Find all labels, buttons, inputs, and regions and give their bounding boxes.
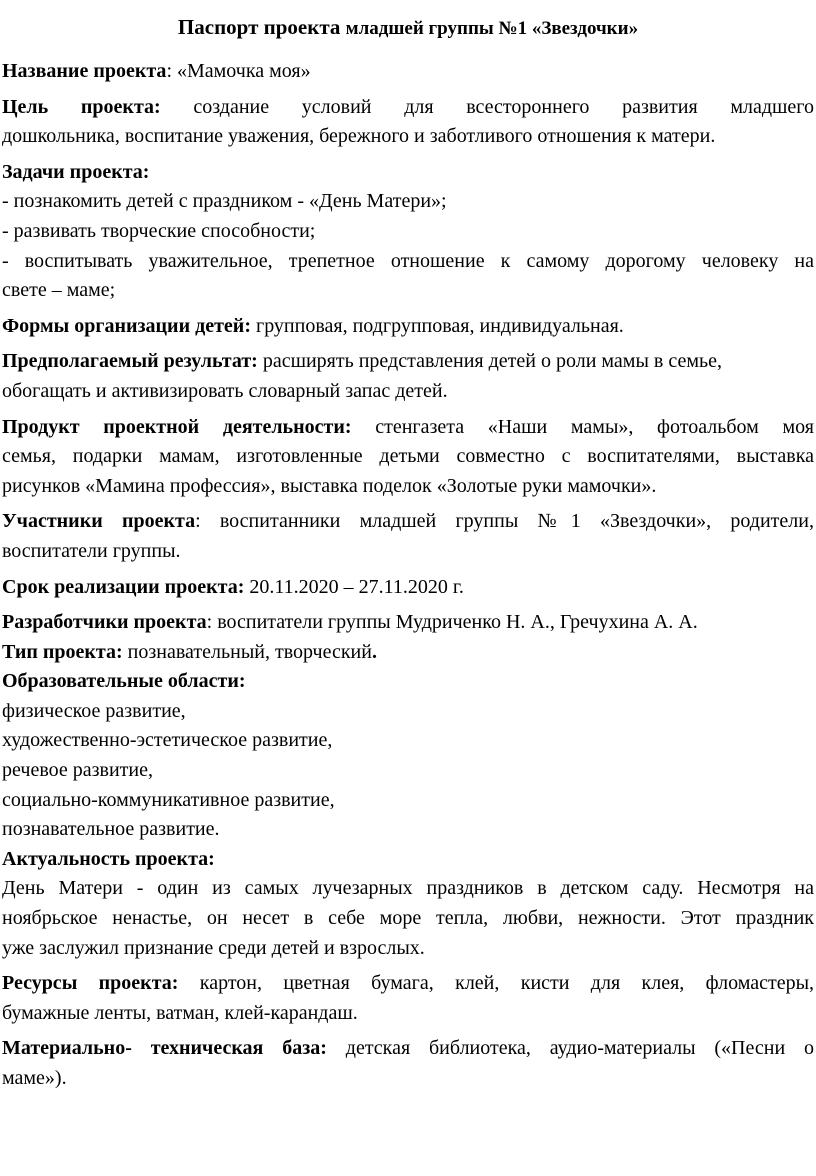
base-line1: детская библиотека, аудио-материалы («Песни о	[345, 1037, 814, 1060]
product-line2: семья, подарки мамам, изготовленные детьми совместно с воспитателями, выставка	[2, 445, 814, 468]
participants-label: Участники проекта	[2, 510, 196, 533]
area-item	[2, 756, 814, 786]
title-main: Паспорт проекта	[177, 15, 341, 39]
areas-heading	[2, 667, 814, 697]
project-product	[2, 413, 814, 443]
project-name-value: : «Мамочка моя»	[166, 60, 311, 82]
expected-result	[2, 347, 814, 377]
area-item-text: социально-коммуникативное развитие,	[2, 788, 335, 811]
resources-line2: бумажные ленты, ватман, клей-карандаш.	[2, 1001, 358, 1024]
org-forms	[2, 312, 814, 342]
resources-label: Ресурсы проекта:	[2, 972, 179, 995]
relevance-text	[2, 934, 814, 964]
page-title	[2, 12, 814, 44]
type-label: Тип проекта:	[2, 640, 123, 663]
project-name	[2, 57, 814, 87]
term-label: Срок реализации проекта:	[2, 575, 245, 598]
goal-line1: создание условий для всестороннего развития младшего	[193, 95, 814, 118]
product-line1: стенгазета «Наши мамы», фотоальбом моя	[375, 415, 814, 438]
project-resources	[2, 969, 814, 999]
product-line3: рисунков «Мамина профессия», выставка поделок «Золотые руки мамочки».	[2, 474, 657, 497]
tasks-heading	[2, 158, 814, 188]
resources-continuation	[2, 999, 814, 1029]
area-item-text: речевое развитие,	[2, 759, 153, 782]
base-label: Материально- техническая база:	[2, 1037, 327, 1060]
relevance-text	[2, 904, 814, 934]
developers-label: Разработчики проекта	[2, 611, 207, 634]
result-line1: расширять представления детей о роли мамы в семье,	[262, 350, 722, 373]
task-item-text: - воспитывать уважительное, трепетное отношение к самому дорогому человеку на	[2, 249, 814, 272]
forms-value: групповая, подгрупповая, индивидуальная.	[255, 314, 624, 337]
term-value: 20.11.2020 – 27.11.2020 г.	[249, 575, 464, 598]
area-item	[2, 697, 814, 727]
product-continuation	[2, 472, 814, 502]
goal-line2: дошкольника, воспитание уважения, бережного и заботливого отношения к матери.	[2, 125, 716, 148]
relevance-line3: уже заслужил признание среди детей и взрослых.	[2, 936, 425, 959]
result-label: Предполагаемый результат:	[2, 350, 258, 373]
product-label: Продукт проектной деятельности:	[2, 415, 352, 438]
project-term	[2, 573, 814, 603]
relevance-text	[2, 874, 814, 904]
result-line2: обогащать и активизировать словарный запас детей.	[2, 379, 448, 402]
project-participants	[2, 507, 814, 537]
relevance-heading	[2, 845, 814, 875]
area-item	[2, 786, 814, 816]
project-type	[2, 638, 814, 668]
participants-line1: : воспитанники младшей группы №1 «Звездочки», родители,	[195, 510, 814, 533]
technical-base	[2, 1034, 814, 1064]
area-item-text: физическое развитие,	[2, 699, 186, 722]
task-item	[2, 247, 814, 277]
relevance-label: Актуальность проекта:	[2, 847, 215, 870]
task-item-text: - развивать творческие способности;	[2, 219, 316, 242]
title-sub: младшей группы №1 «Звездочки»	[345, 18, 639, 39]
areas-label: Образовательные области:	[2, 670, 246, 693]
type-dot: .	[371, 640, 377, 663]
tasks-label: Задачи проекта:	[2, 160, 150, 183]
forms-label: Формы организации детей:	[2, 314, 251, 337]
project-name-label: Название проекта	[2, 60, 167, 82]
task-item-text: - познакомить детей с праздником - «День Матери»;	[2, 190, 447, 213]
relevance-line2: ноябрьское ненастье, он несет в себе море тепла, любви, нежности. Этот праздник	[2, 907, 814, 930]
base-continuation	[2, 1064, 814, 1094]
project-developers	[2, 608, 814, 638]
area-item	[2, 815, 814, 845]
task-item	[2, 187, 814, 217]
resources-line1: картон, цветная бумага, клей, кисти для клея, фломастеры,	[199, 972, 815, 995]
task-item	[2, 276, 814, 306]
relevance-line1: День Матери - один из самых лучезарных праздников в детском саду. Несмотря на	[2, 877, 814, 900]
developers-value: : воспитатели группы Мудриченко Н. А., Гречухина А. А.	[206, 611, 698, 634]
task-item-text: свете – маме;	[2, 279, 116, 302]
participants-continuation	[2, 537, 814, 567]
area-item-text: художественно-эстетическое развитие,	[2, 729, 333, 752]
task-item	[2, 217, 814, 247]
project-goal	[2, 93, 814, 123]
area-item-text: познавательное развитие.	[2, 818, 220, 841]
goal-label: Цель проекта:	[2, 95, 161, 118]
participants-line2: воспитатели группы.	[2, 539, 181, 562]
type-value: познавательный, творческий	[127, 640, 372, 663]
result-continuation	[2, 377, 814, 407]
goal-continuation	[2, 122, 814, 152]
area-item	[2, 726, 814, 756]
product-continuation	[2, 442, 814, 472]
base-line2: маме»).	[2, 1067, 67, 1089]
